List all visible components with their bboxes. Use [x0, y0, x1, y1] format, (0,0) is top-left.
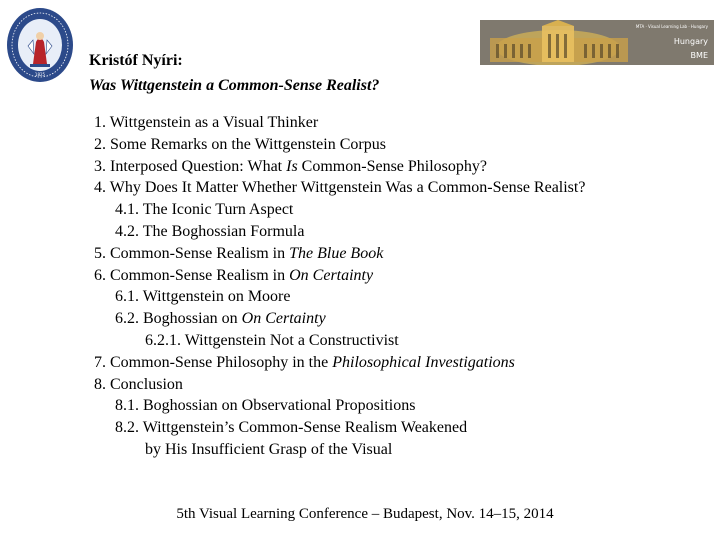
- svg-text:MTA · Visual Learning Lab · Hu: MTA · Visual Learning Lab · Hungary: [635, 24, 708, 29]
- outline-item: [94, 243, 585, 265]
- outline-item: [94, 265, 585, 287]
- outline-item-text: 6. Common-Sense Realism in: [94, 266, 290, 284]
- outline-list: [94, 112, 585, 461]
- outline-subsubitem: 6.2.1. Wittgenstein Not a Constructivist: [145, 331, 399, 349]
- outline-subitem: 4.2. The Boghossian Formula: [115, 222, 305, 240]
- svg-text:1825: 1825: [34, 72, 46, 77]
- svg-text:Hungary: Hungary: [673, 37, 708, 46]
- outline-continuation: by His Insufficient Grasp of the Visual: [145, 440, 393, 458]
- outline-item-text: 7. Common-Sense Philosophy in the: [94, 353, 333, 371]
- outline-item: [94, 156, 585, 178]
- outline-item-italic: On Certainty: [241, 310, 326, 328]
- outline-item-italic: Is: [286, 157, 298, 175]
- academy-seal-logo: [6, 6, 74, 84]
- outline-subitem: 8.2. Wittgenstein’s Common-Sense Realism Weakened: [115, 419, 468, 437]
- svg-text:BME: BME: [690, 51, 708, 60]
- outline-subitem: 4.1. The Iconic Turn Aspect: [115, 201, 294, 219]
- conference-footer: 5th Visual Learning Conference – Budapest, Nov. 14–15, 2014: [176, 506, 554, 522]
- outline-subitem: 6.1. Wittgenstein on Moore: [115, 288, 291, 306]
- outline-item: 8. Conclusion: [94, 375, 183, 393]
- outline-item: 1. Wittgenstein as a Visual Thinker: [94, 114, 319, 131]
- outline-item-text: 6.2. Boghossian on: [115, 310, 242, 328]
- building-banner-logo: [480, 20, 714, 65]
- outline-item: 4. Why Does It Matter Whether Wittgenstein Was a Common-Sense Realist?: [94, 179, 586, 197]
- outline-item-text: 5. Common-Sense Realism in: [94, 244, 290, 262]
- author-name: Kristóf Nyíri:: [89, 52, 183, 69]
- outline-item-text: 3. Interposed Question: What: [94, 157, 287, 175]
- talk-title: Was Wittgenstein a Common-Sense Realist?: [89, 77, 380, 94]
- outline-item: [94, 352, 585, 374]
- outline-item: 2. Some Remarks on the Wittgenstein Corpus: [94, 135, 386, 153]
- outline-item-text: Common-Sense Philosophy?: [297, 157, 488, 175]
- outline-item-italic: On Certainty: [289, 266, 374, 284]
- outline-subitem: [94, 308, 585, 330]
- outline-subitem: 8.1. Boghossian on Observational Propositions: [115, 397, 416, 415]
- outline-item-italic: The Blue Book: [289, 244, 384, 262]
- outline-item-italic: Philosophical Investigations: [332, 353, 515, 371]
